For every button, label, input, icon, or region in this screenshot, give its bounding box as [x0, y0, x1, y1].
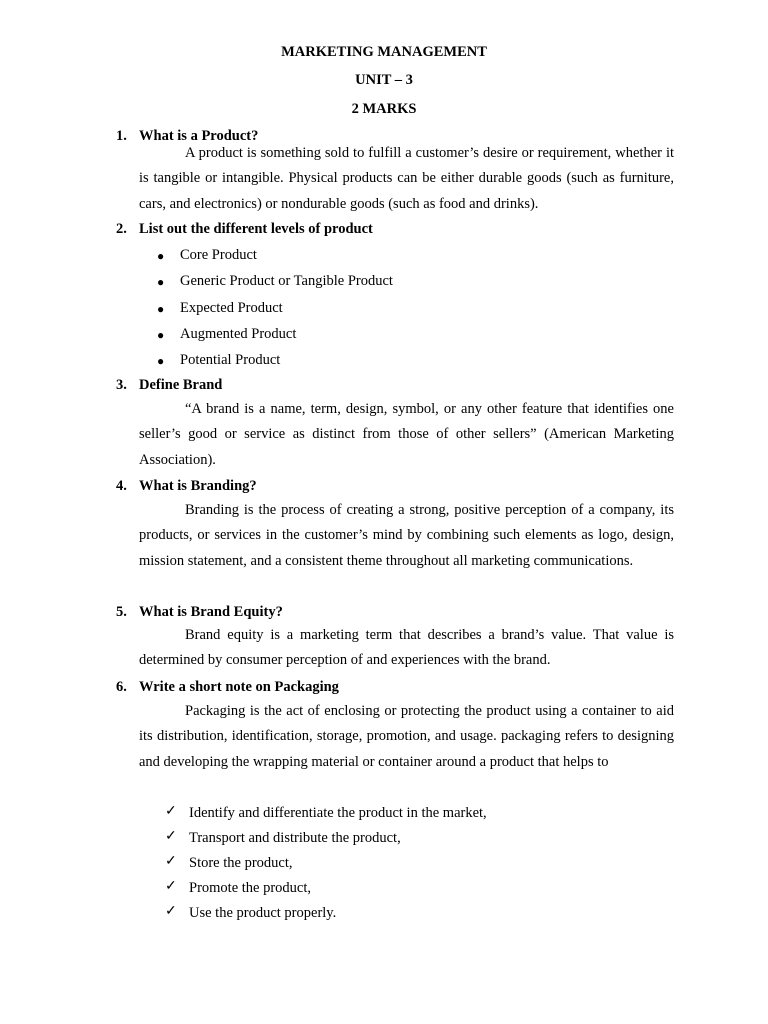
question-title: What is Brand Equity? — [139, 604, 283, 620]
answer-text: A product is something sold to fulfill a customer’s desire or requirement, whether it is tangible or intangible. Physical products can be either durable goods (such as furniture, cars, and electronics) or nondurable goods (such as food and drinks). — [139, 145, 674, 212]
answer-text: Branding is the process of creating a strong, positive perception of a company, its products, or services in the customer’s mind by combining such elements as logo, design, mission statement, and a consistent theme throughout all marketing communications. — [139, 502, 674, 569]
question-number: 4. — [116, 478, 127, 494]
list-item: Generic Product or Tangible Product — [180, 273, 393, 289]
bullet-icon: ● — [157, 249, 165, 263]
bullet-icon: ● — [157, 328, 165, 342]
unit-heading: UNIT – 3 — [355, 72, 413, 88]
list-item: Potential Product — [180, 352, 281, 368]
check-icon: ✓ — [165, 879, 177, 894]
check-icon: ✓ — [165, 854, 177, 869]
list-item: Transport and distribute the product, — [189, 830, 401, 846]
check-icon: ✓ — [165, 804, 177, 819]
answer-4 — [139, 498, 674, 574]
answer-text: “A brand is a name, term, design, symbol, or any other feature that identifies one seller’s good or service as distinct from those of other sellers” (American Marketing Association). — [139, 401, 674, 468]
check-icon: ✓ — [165, 829, 177, 844]
answer-text: Packaging is the act of enclosing or protecting the product using a container to aid its distribution, identification, storage, promotion, and usage. packaging refers to designing and developing the wrapping material or container around a product that helps to — [139, 703, 674, 770]
question-title: List out the different levels of product — [139, 221, 373, 237]
question-2 — [116, 220, 373, 238]
list-item: Use the product properly. — [189, 905, 337, 921]
question-3 — [116, 376, 222, 394]
question-4 — [116, 477, 257, 495]
list-item: Expected Product — [180, 300, 283, 316]
question-number: 1. — [116, 128, 127, 144]
question-title: Write a short note on Packaging — [139, 679, 339, 695]
list-item: Promote the product, — [189, 880, 312, 896]
list-item: Store the product, — [189, 855, 293, 871]
question-title: What is a Product? — [139, 128, 259, 144]
question-6 — [116, 678, 339, 696]
question-number: 2. — [116, 221, 127, 237]
question-5 — [116, 603, 283, 621]
answer-5 — [139, 623, 674, 674]
question-title: What is Branding? — [139, 478, 257, 494]
list-item: Identify and differentiate the product in the market, — [189, 805, 487, 821]
list-item: Core Product — [180, 247, 257, 263]
bullet-icon: ● — [157, 275, 165, 289]
document-title: MARKETING MANAGEMENT — [281, 44, 487, 60]
answer-1 — [139, 141, 674, 217]
list-item: Augmented Product — [180, 326, 297, 342]
question-number: 6. — [116, 679, 127, 695]
question-number: 3. — [116, 377, 127, 393]
bullet-icon: ● — [157, 302, 165, 316]
bullet-icon: ● — [157, 354, 165, 368]
marks-heading: 2 MARKS — [351, 101, 417, 117]
answer-3 — [139, 397, 674, 473]
answer-6 — [139, 699, 674, 775]
question-number: 5. — [116, 604, 127, 620]
check-icon: ✓ — [165, 904, 177, 919]
answer-text: Brand equity is a marketing term that describes a brand’s value. That value is determined by consumer perception of and experiences with the brand. — [139, 627, 674, 669]
question-title: Define Brand — [139, 377, 223, 393]
